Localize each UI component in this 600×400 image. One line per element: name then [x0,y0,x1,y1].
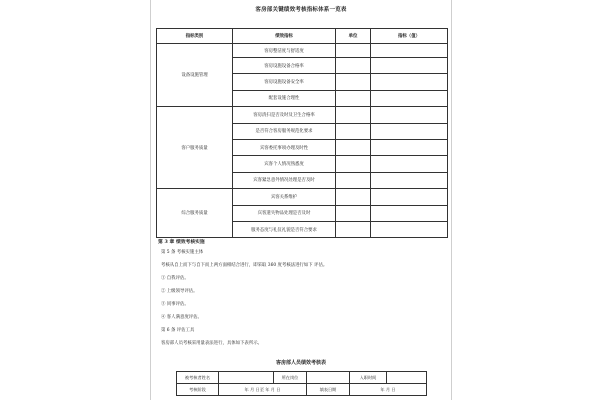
kpi-table [156,28,448,238]
indicator-cell: 服务态度与礼仪礼貌是否符合要求 [233,221,336,237]
unit-cell [336,74,371,90]
indicator-cell: 宾客关系维护 [233,189,336,205]
indicator-cell: 是否符合客房服务规范化要求 [233,123,336,139]
document-page [150,0,452,400]
indicator-cell: 配套设施合理性 [233,90,336,106]
list-item: ④ 客人满意度评估。 [161,315,202,320]
value-cell [371,123,448,139]
value-cell [371,205,448,221]
form-label: 所在岗位 [274,372,307,384]
category-cell: 综合服务质量 [157,189,233,238]
appraisal-form-table [176,371,427,396]
form-field [307,372,350,384]
article-5-heading: 第 5 条 考核实施主体 [161,250,204,255]
form-title: 客房部人员绩效考核表 [275,360,326,366]
list-item: ① 自我评估。 [161,276,189,281]
unit-cell [336,205,371,221]
form-field [219,372,274,384]
article-6-heading: 第 6 条 评估工具 [161,328,195,333]
unit-cell [336,221,371,237]
form-date: 年 月 日 [350,384,427,396]
unit-cell [336,90,371,106]
header-indicator: 绩效指标 [233,29,336,44]
value-cell [371,107,448,123]
unit-cell [336,189,371,205]
unit-cell [336,123,371,139]
indicator-cell: 客房设施设备合格率 [233,58,336,74]
value-cell [371,221,448,237]
indicator-cell: 宾客委托事项办理及时性 [233,139,336,155]
indicator-cell: 宾客遗失物品处理是否及时 [233,205,336,221]
unit-cell [336,58,371,74]
value-cell [371,189,448,205]
unit-cell [336,139,371,155]
unit-cell [336,172,371,188]
unit-cell [336,107,371,123]
paragraph-line: 考核从自上而下与自下而上两方面相结合进行，即采取 360 度考核法进行如下 评估。 [161,263,328,268]
value-cell [371,90,448,106]
category-cell: 客户服务质量 [157,107,233,189]
indicator-cell: 客房设施设备安全率 [233,74,336,90]
list-item: ③ 同事评估。 [161,302,189,307]
unit-cell [336,156,371,172]
header-category: 指标类别 [157,29,233,44]
unit-cell [336,44,371,58]
value-cell [371,74,448,90]
header-unit: 单位 [336,29,371,44]
form-label: 考核阶段 [177,384,219,396]
indicator-cell: 宾客紧急意外情况处理是否及时 [233,172,336,188]
category-cell: 设备设施管理 [157,44,233,107]
indicator-cell: 宾客个人情况熟悉度 [233,156,336,172]
paragraph-line: 客房部人员考核采用量表法进行，具体如下表所示。 [161,341,262,346]
form-label: 填表日期 [307,384,350,396]
value-cell [371,58,448,74]
header-value: 指标（值） [371,29,448,44]
value-cell [371,139,448,155]
value-cell [371,44,448,58]
chapter-heading: 第 3 章 绩效考核实施 [158,239,205,245]
indicator-cell: 客房清扫是否及时及卫生合格率 [233,107,336,123]
form-label: 被考核者姓名 [177,372,219,384]
document-title: 客房部关键绩效考核指标体系一览表 [255,7,347,13]
form-field [387,372,427,384]
list-item: ② 上级领导评估。 [161,289,198,294]
value-cell [371,172,448,188]
form-label: 入职时间 [350,372,387,384]
indicator-cell: 客房整洁度与舒适度 [233,44,336,58]
form-period: 年 月 日至 年 月 日 [219,384,307,396]
value-cell [371,156,448,172]
